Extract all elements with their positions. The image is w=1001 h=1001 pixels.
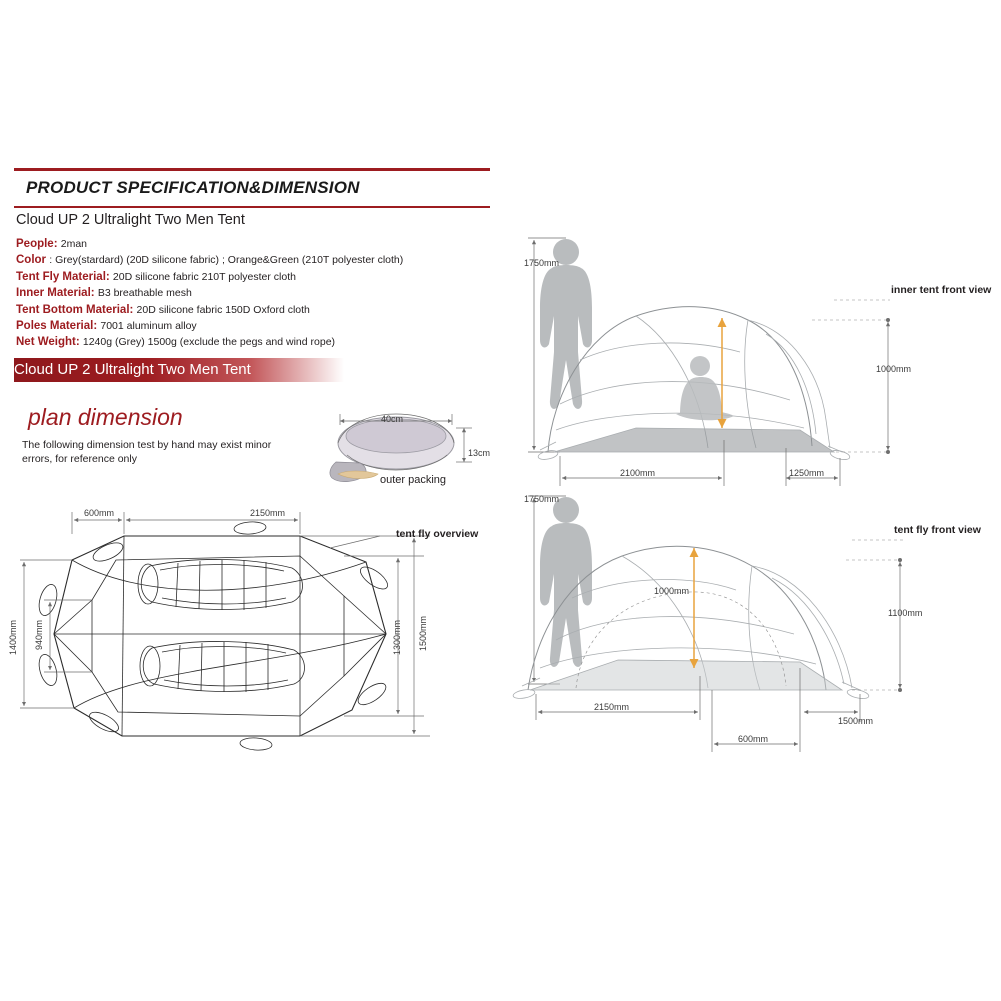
spec-value: 20D silicone fabric 210T polyester cloth [112, 270, 296, 283]
dim-plan-600: 600mm [84, 508, 115, 518]
outer-packing-caption: outer packing [380, 474, 447, 486]
product-banner-label: Cloud UP 2 Ultralight Two Men Tent [14, 361, 251, 378]
dim-inner-1000: 1000mm [876, 364, 912, 374]
dim-plan-2150: 2150mm [250, 508, 286, 518]
dim-fly-1100: 1100mm [888, 608, 923, 618]
spec-label: Color [16, 254, 47, 267]
spec-label: Tent Fly Material: [16, 270, 110, 283]
dim-inner-1250: 1250mm [789, 468, 825, 478]
tent-fly-overview-caption: tent fly overview [396, 528, 479, 540]
dim-fly-1750: 1750mm [524, 494, 560, 504]
dim-fly-600: 600mm [738, 734, 769, 744]
dim-fly-2150: 2150mm [594, 702, 630, 712]
dim-plan-940: 940mm [34, 620, 44, 651]
spec-label: Tent Bottom Material: [16, 303, 134, 316]
tent-fly-front-view-illustration [512, 496, 904, 752]
dim-fly-1000: 1000mm [654, 586, 690, 596]
spec-value: 20D silicone fabric 150D Oxford cloth [136, 303, 310, 316]
dim-plan-1400: 1400mm [8, 620, 18, 656]
spec-value: 7001 aluminum alloy [100, 320, 197, 333]
outer-packing-illustration [330, 414, 472, 482]
packing-length-label: 40cm [381, 414, 404, 424]
spec-value: : Grey(stardard) (20D silicone fabric) ; Orange&Green (210T polyester cloth) [49, 254, 404, 267]
inner-tent-front-view-illustration [528, 238, 890, 486]
inner-tent-front-view-caption: inner tent front view [891, 284, 992, 296]
spec-value: 2man [60, 238, 88, 250]
plan-dimension-note: The following dimension test by hand may exist minor errors, for reference only [22, 439, 272, 465]
spec-label: Poles Material: [16, 320, 98, 333]
spec-label: Net Weight: [16, 336, 80, 349]
spec-value: B3 breathable mesh [97, 287, 192, 300]
product-name: Cloud UP 2 Ultralight Two Men Tent [16, 212, 245, 228]
packing-height-label: 13cm [468, 448, 491, 458]
dim-inner-1750: 1750mm [524, 258, 560, 268]
dim-inner-2100: 2100mm [620, 468, 656, 478]
dim-plan-1500: 1500mm [418, 616, 428, 652]
tent-fly-front-view-caption: tent fly front view [894, 524, 981, 536]
section-title: PRODUCT SPECIFICATION&DIMENSION [26, 178, 360, 197]
spec-label: People: [16, 238, 58, 250]
spec-label: Inner Material: [16, 287, 95, 300]
plan-dimension-title: plan dimension [28, 404, 183, 430]
dim-plan-1300: 1300mm [392, 620, 402, 656]
spec-value: 1240g (Grey) 1500g (exclude the pegs and wind rope) [82, 336, 336, 349]
tent-fly-overview-illustration [20, 512, 430, 751]
dim-fly-1500: 1500mm [838, 716, 874, 726]
